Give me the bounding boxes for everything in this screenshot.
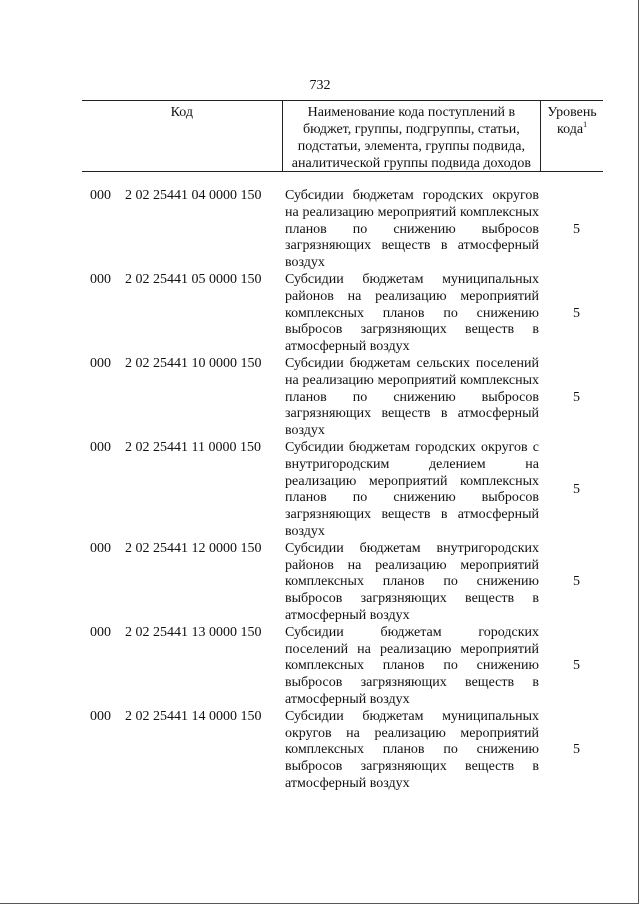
admin-code-cell: 000 bbox=[90, 540, 111, 556]
classification-code-cell: 2 02 25441 05 0000 150 bbox=[125, 271, 262, 287]
code-level-cell: 5 bbox=[573, 742, 580, 758]
code-level-cell: 5 bbox=[573, 481, 580, 497]
classification-code-cell: 2 02 25441 11 0000 150 bbox=[125, 439, 261, 455]
code-level-cell: 5 bbox=[573, 221, 580, 237]
code-name-cell: Субсидии бюджетам городских округов на реализацию мероприятий комплексных планов по снижению выбросов загрязняющих веществ в атмосферный воздух bbox=[285, 188, 539, 271]
classification-code-cell: 2 02 25441 13 0000 150 bbox=[125, 624, 262, 640]
admin-code-cell: 000 bbox=[90, 708, 111, 724]
code-name-cell: Субсидии бюджетам муниципальных районов на реализацию мероприятий комплексных планов по снижению выбросов загрязняющих веществ в атмосферный воздух bbox=[285, 271, 539, 355]
admin-code-cell: 000 bbox=[90, 439, 111, 455]
classification-code-cell: 2 02 25441 10 0000 150 bbox=[125, 355, 262, 371]
table-row bbox=[0, 709, 640, 793]
table-row bbox=[0, 188, 640, 272]
classification-code-cell: 2 02 25441 04 0000 150 bbox=[125, 188, 262, 203]
code-name-cell: Субсидии бюджетам сельских поселений на реализацию мероприятий комплексных планов по снижению выбросов загрязняющих веществ в атмосферный воздух bbox=[285, 355, 539, 439]
code-level-cell: 5 bbox=[573, 305, 580, 321]
code-level-cell: 5 bbox=[573, 574, 580, 590]
classification-code-cell: 2 02 25441 14 0000 150 bbox=[125, 708, 262, 724]
admin-code-cell: 000 bbox=[90, 624, 111, 640]
table-row bbox=[0, 541, 640, 625]
header-name: Наименование кода поступлений в бюджет, группы, подгруппы, статьи, подстатьи, элемента, группы подвида, аналитической группы подвида доходов bbox=[282, 101, 542, 171]
admin-code-cell: 000 bbox=[90, 355, 111, 371]
code-name-cell: Субсидии бюджетам внутригородских районов на реализацию мероприятий комплексных планов по снижению выбросов загрязняющих веществ в атмосферный воздух bbox=[285, 540, 539, 623]
footnote-marker: 1 bbox=[583, 120, 588, 129]
classification-code-cell: 2 02 25441 12 0000 150 bbox=[125, 540, 262, 556]
code-name-cell: Субсидии бюджетам городских округов с внутригородским делением на реализацию мероприятий комплексных планов по снижению выбросов загрязняющих веществ в атмосферный воздух bbox=[285, 439, 539, 539]
header-level-label: Уровень кода bbox=[547, 105, 597, 137]
table-body bbox=[0, 188, 640, 793]
table-row bbox=[0, 272, 640, 356]
code-name-cell: Субсидии бюджетам муниципальных округов на реализацию мероприятий комплексных планов по снижению выбросов загрязняющих веществ в атмосферный воздух bbox=[285, 708, 539, 791]
code-level-cell: 5 bbox=[573, 389, 580, 405]
code-level-cell: 5 bbox=[573, 658, 580, 674]
code-name-cell: Субсидии бюджетам городских поселений на реализацию мероприятий комплексных планов по снижению выбросов загрязняющих веществ в атмосферный воздух bbox=[285, 624, 539, 707]
admin-code-cell: 000 bbox=[90, 271, 111, 287]
header-level bbox=[541, 101, 603, 171]
page-number: 732 bbox=[309, 78, 331, 93]
table-header bbox=[82, 100, 603, 172]
table-row bbox=[0, 625, 640, 709]
admin-code-cell: 000 bbox=[90, 188, 111, 203]
table-row bbox=[0, 356, 640, 440]
header-code: Код bbox=[170, 105, 193, 120]
table-row bbox=[0, 440, 640, 541]
